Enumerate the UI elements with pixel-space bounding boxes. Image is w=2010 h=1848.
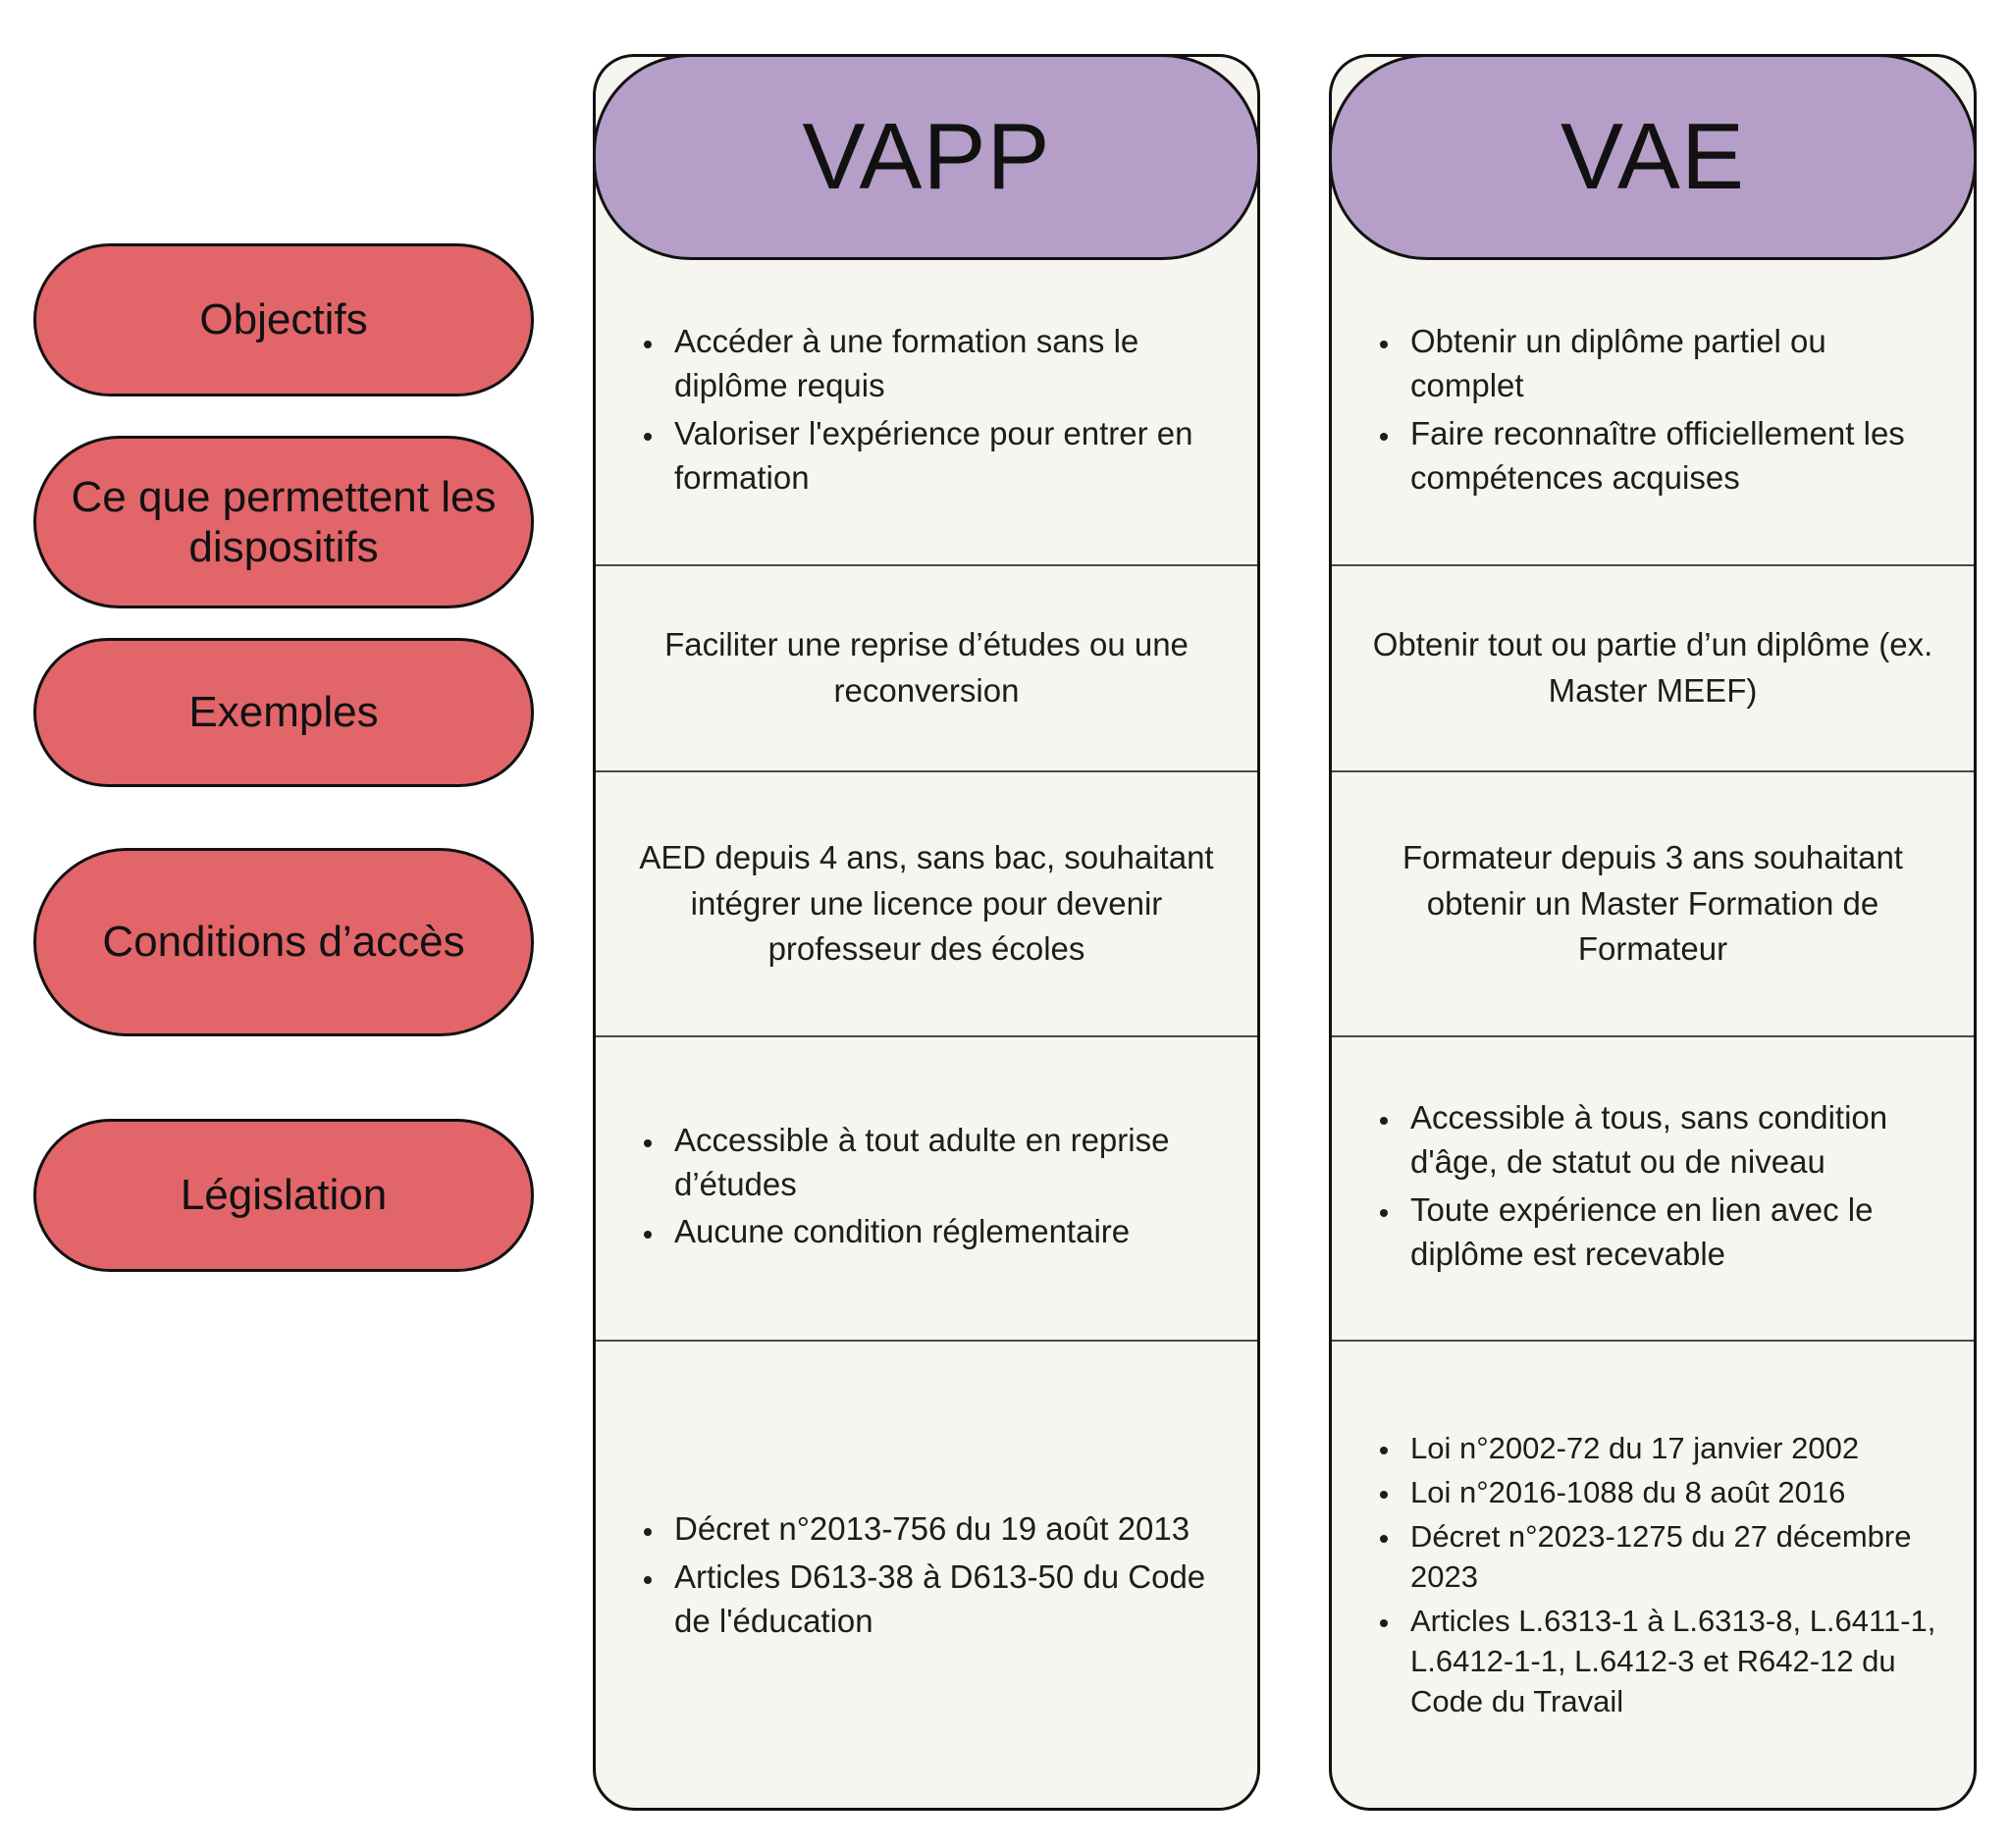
row-label-pill <box>33 243 534 396</box>
cell-vapp-2 <box>596 770 1257 1035</box>
column-header-vae <box>1329 54 1977 260</box>
cell-bullet-list <box>1357 1429 1948 1721</box>
cell-bullet-list <box>621 320 1232 501</box>
cell-bullet-item: • Aucune condition réglementaire <box>666 1210 1232 1254</box>
cell-bullet-item: • Loi n°2002-72 du 17 janvier 2002 <box>1402 1429 1948 1469</box>
row-label-pill <box>33 848 534 1036</box>
cell-vae-2 <box>1332 770 1974 1035</box>
cell-paragraph: Formateur depuis 3 ans souhaitant obtenir un Master Formation de Formateur <box>1402 838 1903 968</box>
cell-content <box>1357 1429 1948 1725</box>
cell-content <box>1357 835 1948 974</box>
cell-paragraph: Faciliter une reprise d’études ou une reconversion <box>664 626 1189 709</box>
column-vapp <box>593 54 1260 1811</box>
column-title-vapp: VAPP <box>802 104 1051 209</box>
cell-content <box>621 320 1232 504</box>
cell-content <box>621 1507 1232 1648</box>
row-label-pill <box>33 436 534 608</box>
cell-vapp-0 <box>596 260 1257 564</box>
cell-content <box>1357 1096 1948 1281</box>
cell-vapp-3 <box>596 1035 1257 1340</box>
cell-bullet-item: • Accessible à tout adulte en reprise d’études <box>666 1119 1232 1207</box>
cell-content <box>621 1119 1232 1259</box>
column-body-vapp <box>596 260 1257 1808</box>
cell-vae-3 <box>1332 1035 1974 1340</box>
cell-bullet-list <box>621 1119 1232 1255</box>
cell-vapp-4 <box>596 1340 1257 1811</box>
row-label-text: Objectifs <box>199 295 368 344</box>
column-header-vapp <box>593 54 1260 260</box>
cell-bullet-item: • Faire reconnaître officiellement les compétences acquises <box>1402 412 1948 501</box>
cell-bullet-item: • Accéder à une formation sans le diplôme requis <box>666 320 1232 408</box>
row-label-text: Exemples <box>188 688 379 737</box>
cell-vae-4 <box>1332 1340 1974 1811</box>
cell-content <box>621 835 1232 974</box>
cell-paragraph: AED depuis 4 ans, sans bac, souhaitant intégrer une licence pour devenir professeur des écoles <box>639 838 1214 968</box>
cell-vapp-1 <box>596 564 1257 770</box>
cell-bullet-list <box>1357 320 1948 501</box>
cell-paragraph: Obtenir tout ou partie d’un diplôme (ex. Master MEEF) <box>1372 626 1933 709</box>
cell-bullet-list <box>1357 1096 1948 1277</box>
cell-content <box>1357 622 1948 714</box>
cell-bullet-item: • Toute expérience en lien avec le diplôme est recevable <box>1402 1188 1948 1277</box>
cell-bullet-item: • Accessible à tous, sans condition d'âge, de statut ou de niveau <box>1402 1096 1948 1185</box>
cell-content <box>621 622 1232 714</box>
row-label-column <box>33 0 554 1848</box>
cell-bullet-item: • Loi n°2016-1088 du 8 août 2016 <box>1402 1473 1948 1513</box>
row-label-pill <box>33 1119 534 1272</box>
cell-bullet-item: • Articles D613-38 à D613-50 du Code de l'éducation <box>666 1556 1232 1644</box>
row-label-text: Conditions d’accès <box>102 918 465 967</box>
cell-bullet-list <box>621 1507 1232 1644</box>
cell-bullet-item: • Obtenir un diplôme partiel ou complet <box>1402 320 1948 408</box>
cell-vae-0 <box>1332 260 1974 564</box>
cell-bullet-item: • Articles L.6313-1 à L.6313-8, L.6411-1, L.6412-1-1, L.6412-3 et R642-12 du Code du Travail <box>1402 1602 1948 1722</box>
column-vae <box>1329 54 1977 1811</box>
column-body-vae <box>1332 260 1974 1808</box>
cell-bullet-item: • Décret n°2023-1275 du 27 décembre 2023 <box>1402 1517 1948 1598</box>
cell-bullet-item: • Valoriser l'expérience pour entrer en formation <box>666 412 1232 501</box>
row-label-text: Ce que permettent les dispositifs <box>71 472 497 571</box>
cell-vae-1 <box>1332 564 1974 770</box>
column-title-vae: VAE <box>1560 104 1745 209</box>
row-label-pill <box>33 638 534 787</box>
cell-content <box>1357 320 1948 504</box>
cell-bullet-item: • Décret n°2013-756 du 19 août 2013 <box>666 1507 1232 1552</box>
row-label-text: Législation <box>180 1171 388 1220</box>
